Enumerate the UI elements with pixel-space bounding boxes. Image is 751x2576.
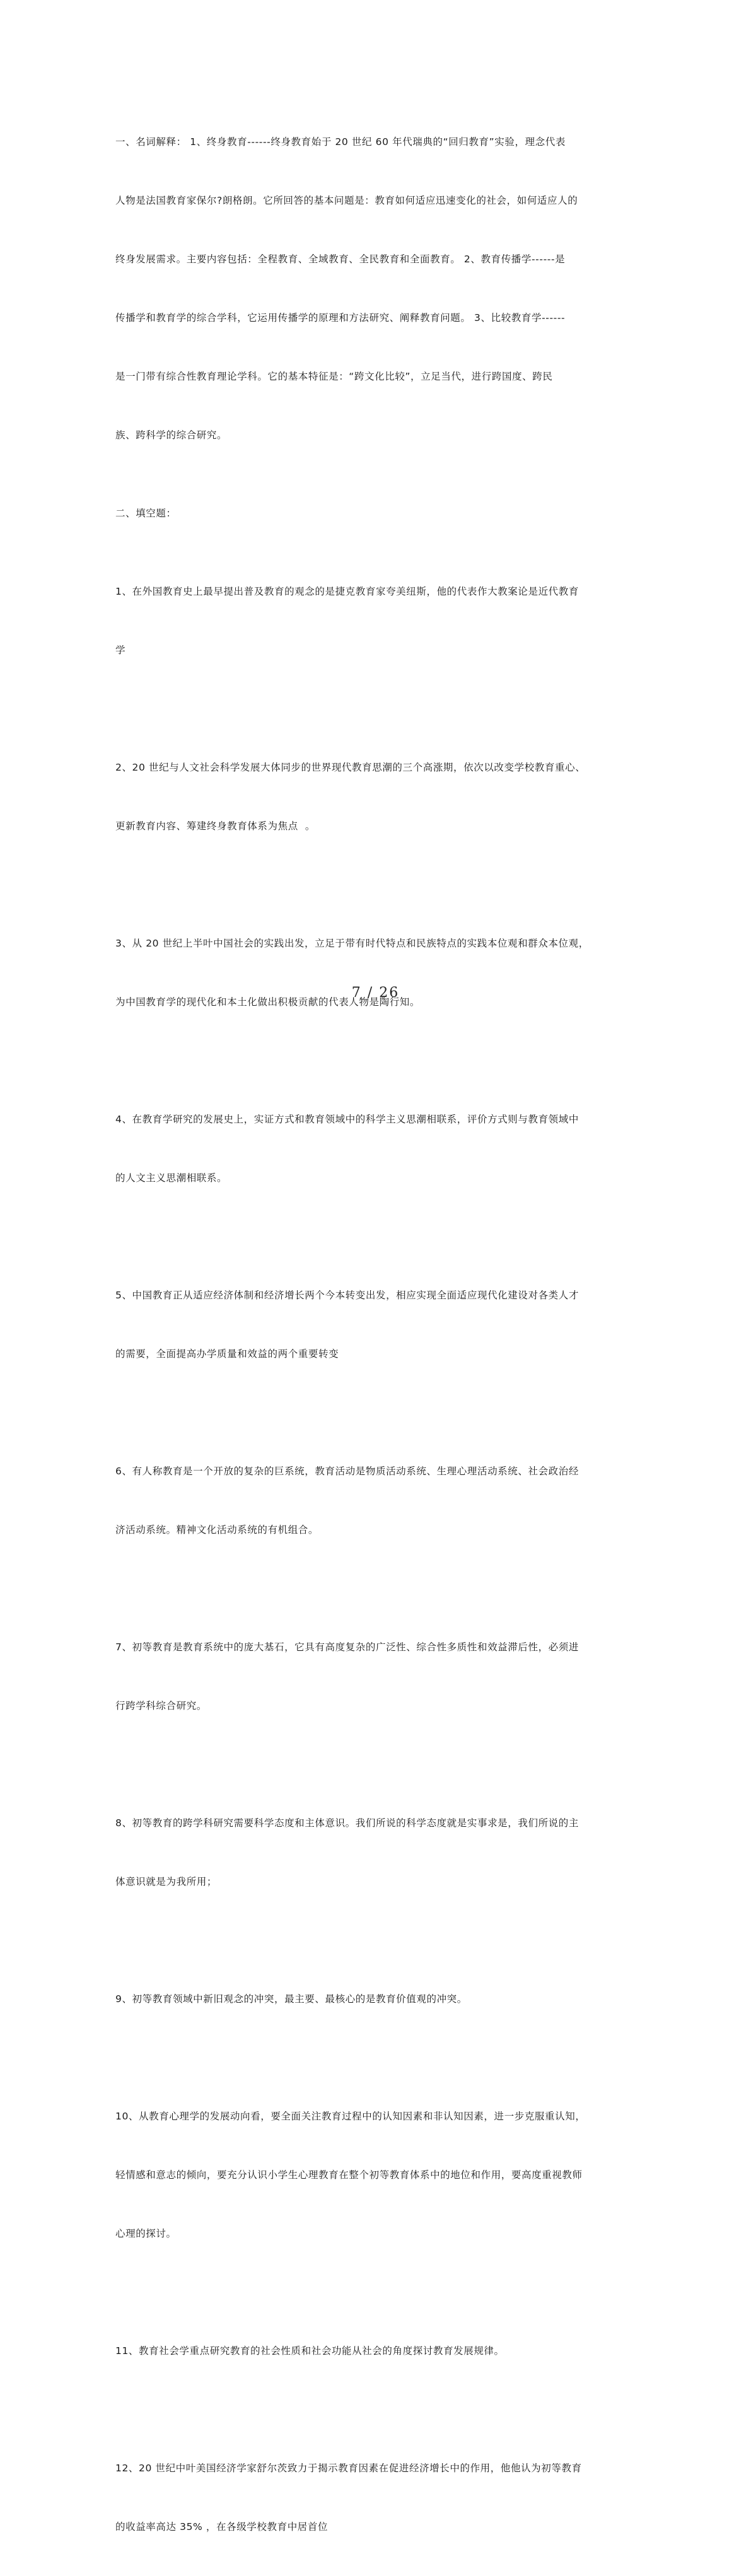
- text-line: 更新教育内容、筹建终身教育体系为焦点 。: [115, 820, 315, 832]
- text-line: 族、跨科学的综合研究。: [115, 429, 228, 441]
- document-body: [115, 93, 648, 2576]
- list-item: [115, 1950, 648, 2048]
- text-line: 的人文主义思潮相联系。: [115, 1172, 228, 1184]
- text-line: 一、名词解释： 1、终身教育------终身教育始于 20 世纪 60 年代瑞典的“回归教育”实验，理念代表: [115, 136, 566, 148]
- text-line: 体意识就是为我所用；: [115, 1876, 218, 1887]
- text-line: 11、教育社会学重点研究教育的社会性质和社会功能从社会的角度探讨教育发展规律。: [115, 2345, 504, 2357]
- text-line: 学: [115, 644, 126, 656]
- list-item: [115, 2420, 648, 2576]
- text-line: 12、20 世纪中叶美国经济学家舒尔茨致力于揭示教育因素在促进经济增长中的作用，他他认为初等教育: [115, 2462, 582, 2474]
- list-item: [115, 895, 648, 1051]
- text-line: 济活动系统。精神文化活动系统的有机组合。: [115, 1524, 319, 1536]
- text-line: 为中国教育学的现代化和本土化做出积极贡献的代表人物是陶行知。: [115, 996, 421, 1008]
- list-item: [115, 1599, 648, 1755]
- list-item: [115, 2302, 648, 2400]
- text-line: 5、中国教育正从适应经济体制和经济增长两个今本转变出发，相应实现全面适应现代化建设对各类人才: [115, 1290, 579, 1301]
- text-line: 1、在外国教育史上最早提出普及教育的观念的是捷克教育家夸美纽斯，他的代表作大教案论是近代教育: [115, 586, 579, 597]
- text-line: 人物是法国教育家保尔?朗格朗。它所回答的基本问题是：教育如何适应迅速变化的社会，如何适应人的: [115, 195, 578, 206]
- page-number: 7 / 26: [351, 985, 400, 1001]
- text-line: 10、从教育心理学的发展动向看，要全面关注教育过程中的认知因素和非认知因素，进一步克服重认知，: [115, 2111, 586, 2122]
- text-line: 7、初等教育是教育系统中的庞大基石，它具有高度复杂的广泛性、综合性多质性和效益滞后性，必须进: [115, 1641, 579, 1653]
- list-item: [115, 719, 648, 875]
- text-line: 4、在教育学研究的发展史上，实证方式和教育领域中的科学主义思潮相联系，评价方式则与教育领域中: [115, 1114, 579, 1125]
- text-line: 的需要，全面提高办学质量和效益的两个重要转变: [115, 1348, 339, 1360]
- text-line: 终身发展需求。主要内容包括：全程教育、全域教育、全民教育和全面教育。 2、教育传播学------是: [115, 254, 566, 265]
- list-item: [115, 1775, 648, 1931]
- list-item: [115, 1423, 648, 1579]
- section-heading: 二、填空题：: [115, 508, 177, 519]
- text-line: 9、初等教育领域中新旧观念的冲突，最主要、最核心的是教育价值观的冲突。: [115, 1993, 467, 2005]
- text-line: 心理的探讨。: [115, 2228, 177, 2239]
- text-line: 是一门带有综合性教育理论学科。它的基本特征是：“跨文化比较”，立足当代，进行跨国度、跨民: [115, 371, 553, 382]
- text-line: 3、从 20 世纪上半叶中国社会的实践出发，立足于带有时代特点和民族特点的实践本位观和群众本位观，: [115, 938, 589, 949]
- list-item: [115, 1247, 648, 1403]
- text-line: 传播学和教育学的综合学科，它运用传播学的原理和方法研究、阐释教育问题。 3、比较教育学------: [115, 312, 566, 323]
- list-item: [115, 1071, 648, 1227]
- text-line: 6、有人称教育是一个开放的复杂的巨系统，教育活动是物质活动系统、生理心理活动系统、社会政治经: [115, 1466, 579, 1477]
- definitions-paragraph: [115, 93, 648, 484]
- text-line: 2、20 世纪与人文社会科学发展大体同步的世界现代教育思潮的三个高涨期，依次以改变学校教育重心、: [115, 762, 586, 773]
- text-line: 轻情感和意志的倾向，要充分认识小学生心理教育在整个初等教育体系中的地位和作用，要高度重视教师: [115, 2169, 583, 2181]
- list-item: [115, 2068, 648, 2283]
- text-line: 8、初等教育的跨学科研究需要科学态度和主体意识。我们所说的科学态度就是实事求是，我们所说的主: [115, 1817, 579, 1829]
- text-line: 的收益率高达 35% ，在各级学校教育中居首位: [115, 2521, 329, 2532]
- text-line: 行跨学科综合研究。: [115, 1700, 207, 1711]
- list-item: [115, 543, 648, 699]
